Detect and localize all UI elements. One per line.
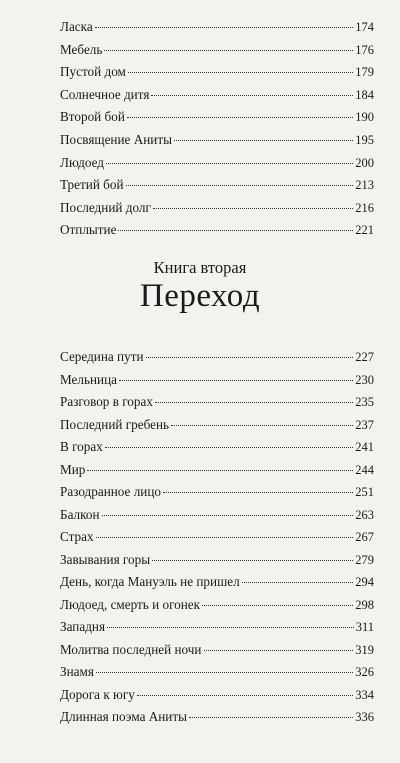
toc-entry-page-number: 279 — [355, 552, 374, 567]
toc-entry-title: Второй бой — [60, 109, 125, 125]
toc-leader-dots — [96, 672, 353, 673]
toc-entry — [60, 152, 374, 175]
toc-entry-page-number: 184 — [355, 87, 374, 102]
book-title: Переход — [139, 278, 261, 314]
toc-entry — [60, 197, 374, 220]
toc-entry — [60, 616, 374, 639]
toc-entry-title: Последний гребень — [60, 416, 170, 432]
toc-leader-dots — [96, 537, 354, 538]
toc-entry-page-number: 200 — [355, 155, 374, 170]
toc-leader-dots — [128, 72, 353, 73]
toc-entry-title: Мебель — [60, 41, 103, 57]
toc-leader-dots — [126, 185, 354, 186]
toc-entry — [60, 106, 374, 129]
toc-leader-dots — [174, 140, 353, 141]
toc-leader-dots — [104, 50, 353, 51]
toc-entry-page-number: 216 — [355, 200, 374, 215]
toc-entry-page-number: 179 — [355, 65, 374, 80]
toc-entry-page-number: 227 — [355, 350, 374, 364]
toc-entry-page-number: 221 — [355, 223, 374, 238]
toc-leader-dots — [95, 27, 354, 28]
toc-leader-dots — [171, 425, 353, 426]
toc-entry-page-number: 237 — [355, 417, 374, 432]
toc-entry-page-number: 319 — [355, 642, 374, 657]
toc-entry-page-number: 241 — [355, 440, 374, 454]
toc-entry-page-number: 336 — [355, 710, 374, 724]
toc-entry-page-number: 251 — [355, 485, 374, 499]
toc-entry-page-number: 311 — [355, 620, 374, 634]
toc-entry — [60, 639, 374, 662]
toc-entry-page-number: 176 — [355, 42, 374, 57]
toc-entry-title: Знамя — [60, 664, 94, 679]
toc-entry — [60, 459, 374, 482]
toc-entry — [60, 504, 374, 527]
toc-leader-dots — [153, 208, 353, 209]
toc-entry-title: Людоед — [60, 154, 104, 170]
toc-entry-page-number: 267 — [355, 530, 374, 544]
toc-leader-dots — [146, 357, 354, 358]
toc-entry-page-number: 326 — [355, 665, 374, 679]
toc-leader-dots — [87, 470, 353, 471]
toc-entry — [60, 414, 374, 437]
toc-entry-page-number: 298 — [355, 597, 374, 612]
toc-entry-title: Мир — [60, 461, 86, 477]
toc-entry — [60, 129, 374, 152]
toc-leader-dots — [102, 515, 354, 516]
toc-list-part-one — [60, 16, 374, 242]
toc-entry — [60, 61, 374, 84]
toc-entry-title: Страх — [60, 529, 94, 544]
toc-entry — [60, 369, 374, 392]
toc-leader-dots — [107, 627, 354, 628]
toc-entry-title: Третий бой — [60, 177, 124, 193]
book-label: Книга вторая — [153, 258, 247, 277]
toc-entry-title: Дорога к югу — [60, 686, 135, 702]
toc-entry — [60, 661, 374, 684]
toc-entry-title: Последний долг — [60, 199, 151, 215]
toc-entry-title: Людоед, смерть и огонек — [60, 596, 201, 612]
toc-entry-title: В горах — [60, 439, 103, 454]
toc-entry-title: Пустой дом — [60, 64, 126, 80]
toc-entry — [60, 219, 374, 242]
toc-entry-title: Мельница — [60, 371, 118, 387]
toc-entry — [60, 436, 374, 459]
toc-entry-page-number: 334 — [355, 687, 374, 702]
toc-entry-title: Балкон — [60, 506, 100, 522]
toc-leader-dots — [242, 582, 354, 583]
toc-entry-page-number: 195 — [355, 132, 374, 147]
toc-entry-page-number: 263 — [355, 507, 374, 522]
toc-entry-title: Ласка — [60, 19, 93, 34]
toc-entry-title: Длинная поэма Аниты — [60, 709, 187, 724]
toc-entry-title: Разодранное лицо — [60, 484, 161, 499]
toc-entry-title: Разговор в горах — [60, 394, 153, 409]
toc-leader-dots — [105, 447, 353, 448]
toc-leader-dots — [127, 117, 353, 118]
toc-entry-page-number: 213 — [355, 178, 374, 193]
toc-entry-page-number: 294 — [355, 575, 374, 589]
toc-entry — [60, 39, 374, 62]
toc-entry-title: Молитва последней ночи — [60, 641, 202, 657]
toc-entry-page-number: 190 — [355, 110, 374, 125]
toc-entry-title: Отплытие — [60, 222, 117, 238]
toc-entry-page-number: 174 — [355, 20, 374, 34]
toc-entry — [60, 16, 374, 39]
toc-entry-title: Западня — [60, 619, 106, 634]
toc-leader-dots — [163, 492, 353, 493]
toc-leader-dots — [106, 163, 353, 164]
toc-entry — [60, 571, 374, 594]
toc-leader-dots — [155, 402, 353, 403]
toc-entry — [60, 174, 374, 197]
toc-leader-dots — [118, 230, 353, 231]
toc-entry — [60, 706, 374, 729]
toc-leader-dots — [152, 560, 353, 561]
toc-entry-title: Завывания горы — [60, 551, 151, 567]
toc-entry-title: Посвящение Аниты — [60, 131, 172, 147]
toc-entry — [60, 526, 374, 549]
toc-entry — [60, 549, 374, 572]
toc-leader-dots — [202, 605, 353, 606]
toc-leader-dots — [189, 717, 353, 718]
toc-entry-title: Солнечное дитя — [60, 86, 150, 102]
toc-entry — [60, 346, 374, 369]
toc-entry — [60, 481, 374, 504]
toc-entry — [60, 684, 374, 707]
toc-entry-title: День, когда Мануэль не пришел — [60, 574, 240, 589]
toc-leader-dots — [137, 695, 353, 696]
toc-entry — [60, 84, 374, 107]
toc-entry-title: Середина пути — [60, 349, 144, 364]
toc-entry-page-number: 244 — [355, 462, 374, 477]
toc-entry — [60, 391, 374, 414]
toc-list-part-two — [60, 346, 374, 729]
toc-entry-page-number: 235 — [355, 395, 374, 409]
toc-leader-dots — [151, 95, 353, 96]
toc-entry — [60, 594, 374, 617]
toc-leader-dots — [204, 650, 354, 651]
toc-entry-page-number: 230 — [355, 372, 374, 387]
toc-leader-dots — [119, 380, 353, 381]
